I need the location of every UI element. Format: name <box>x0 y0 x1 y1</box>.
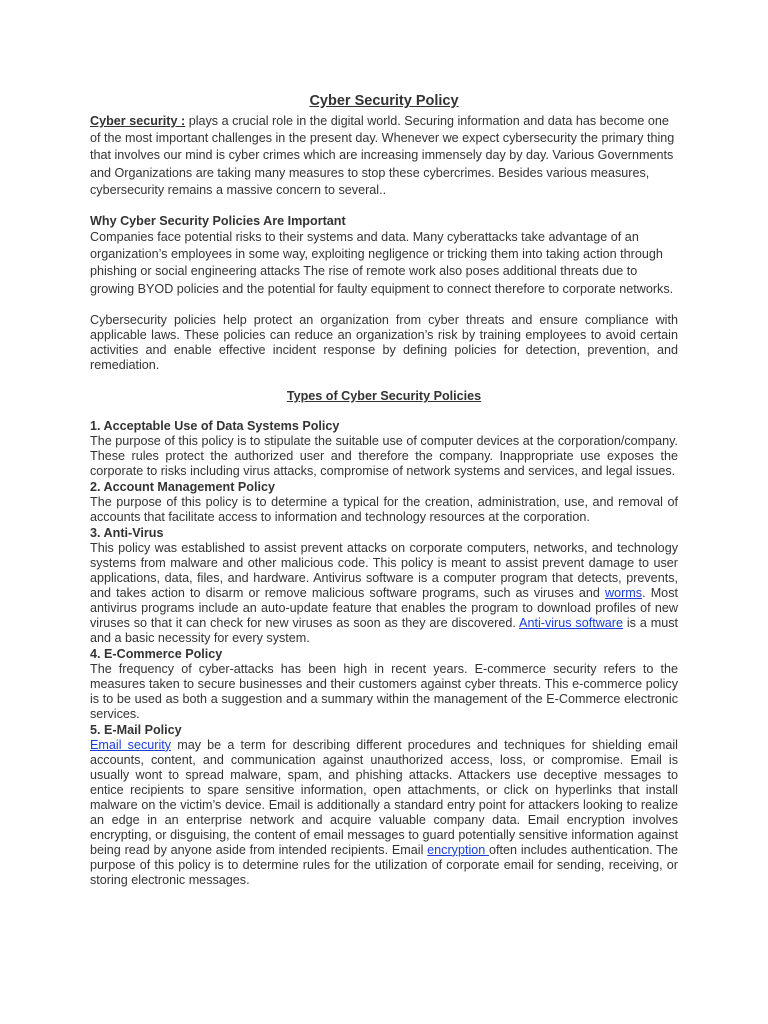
worms-link[interactable]: worms <box>605 585 643 600</box>
anti-virus-software-link[interactable]: Anti-virus software <box>519 615 623 630</box>
section-2-heading: 2. Account Management Policy <box>90 479 275 494</box>
email-security-link[interactable]: Email security <box>90 737 172 752</box>
why-paragraph-1: Companies face potential risks to their systems and data. Many cyberattacks take advantage of an organization’s employees in some way, exploiting negligence or tricking them into taking action through phishing or social engineering attacks The rise of remote work also poses additional threats due to growing BYOD policies and the potential for faulty equipment to connect therefore to corporate networks. <box>90 230 674 296</box>
types-heading: Types of Cyber Security Policies <box>286 388 482 403</box>
section-4-heading: 4. E-Commerce Policy <box>90 646 223 661</box>
section-3-text-a: This policy was established to assist prevent attacks on corporate computers, networks, and technology systems from malware and other malicious code. This policy is meant to assist prevent damage to user applications, data, files, and hardware. Antivirus software is a computer program that detects, prevents, and takes action to disarm or remove malicious software programs, such as viruses and <box>90 540 678 600</box>
intro-lead: Cyber security : <box>90 114 186 128</box>
section-3-text <box>90 541 678 646</box>
section-3-heading: 3. Anti-Virus <box>90 525 164 540</box>
why-heading: Why Cyber Security Policies Are Important <box>90 214 346 229</box>
page-title: Cyber Security Policy <box>309 93 459 109</box>
document-page <box>90 92 678 888</box>
section-3-text-b: . Most antivirus programs include an auto-update feature that enables the program to download profiles of new viruses so that it can check for new viruses as soon as they are discovered. <box>90 585 678 630</box>
section-1-text: The purpose of this policy is to stipulate the suitable use of computer devices at the corporation/company. These rules protect the authorized user and therefore the company. Inappropriate use exposes the corporate to risks including virus attacks, compromise of network systems and services, and legal issues. <box>90 433 678 478</box>
section-5-text-a: may be a term for describing different procedures and techniques for shielding email accounts, content, and communication against unauthorized access, loss, or compromise. Email is usually wont to spread malware, spam, and phishing attacks. Attackers use deceptive messages to entice recipients to spare sensitive information, open attachments, or click on hyperlinks that install malware on the victim’s device. Email is additionally a standard entry point for attackers looking to realize an edge in an enterprise network and acquire valuable company data. Email encryption involves encrypting, or disguising, the content of email messages to guard potentially sensitive information against being read by anyone aside from intended recipients. Email <box>90 737 678 857</box>
section-5-text-b: often includes authentication. The purpose of this policy is to determine rules for the utilization of corporate email for sending, receiving, or storing electronic messages. <box>90 842 678 887</box>
intro-paragraph <box>90 113 678 199</box>
why-paragraph-2: Cybersecurity policies help protect an organization from cyber threats and ensure compliance with applicable laws. These policies can reduce an organization’s risk by training employees to avoid certain activities and enable effective incident response by defining policies for detection, prevention, and remediation. <box>90 312 678 372</box>
section-5-heading: 5. E-Mail Policy <box>90 722 182 737</box>
section-4-text: The frequency of cyber-attacks has been high in recent years. E-commerce security refers to the measures taken to secure businesses and their customers against cyber threats. This e-commerce policy is to be used as both a suggestion and a summary within the management of the E-Commerce electronic services. <box>90 661 678 721</box>
section-3-text-c: is a must and a basic necessity for every system. <box>90 615 678 645</box>
intro-text: plays a crucial role in the digital world. Securing information and data has become one of the most important challenges in the present day. Whenever we expect cybersecurity the primary thing that involves our mind is cyber crimes which are increasing immensely day by day. Various Governments and Organizations are taking many measures to stop these cybercrimes. Besides various measures, cybersecurity remains a massive concern to several.. <box>90 114 675 197</box>
section-5-text <box>90 738 678 888</box>
section-1-heading: 1. Acceptable Use of Data Systems Policy <box>90 418 340 433</box>
encryption-link[interactable]: encryption <box>427 842 490 857</box>
section-2-text: The purpose of this policy is to determine a typical for the creation, administration, use, and removal of accounts that facilitate access to information and technology resources at the corporation. <box>90 494 678 524</box>
